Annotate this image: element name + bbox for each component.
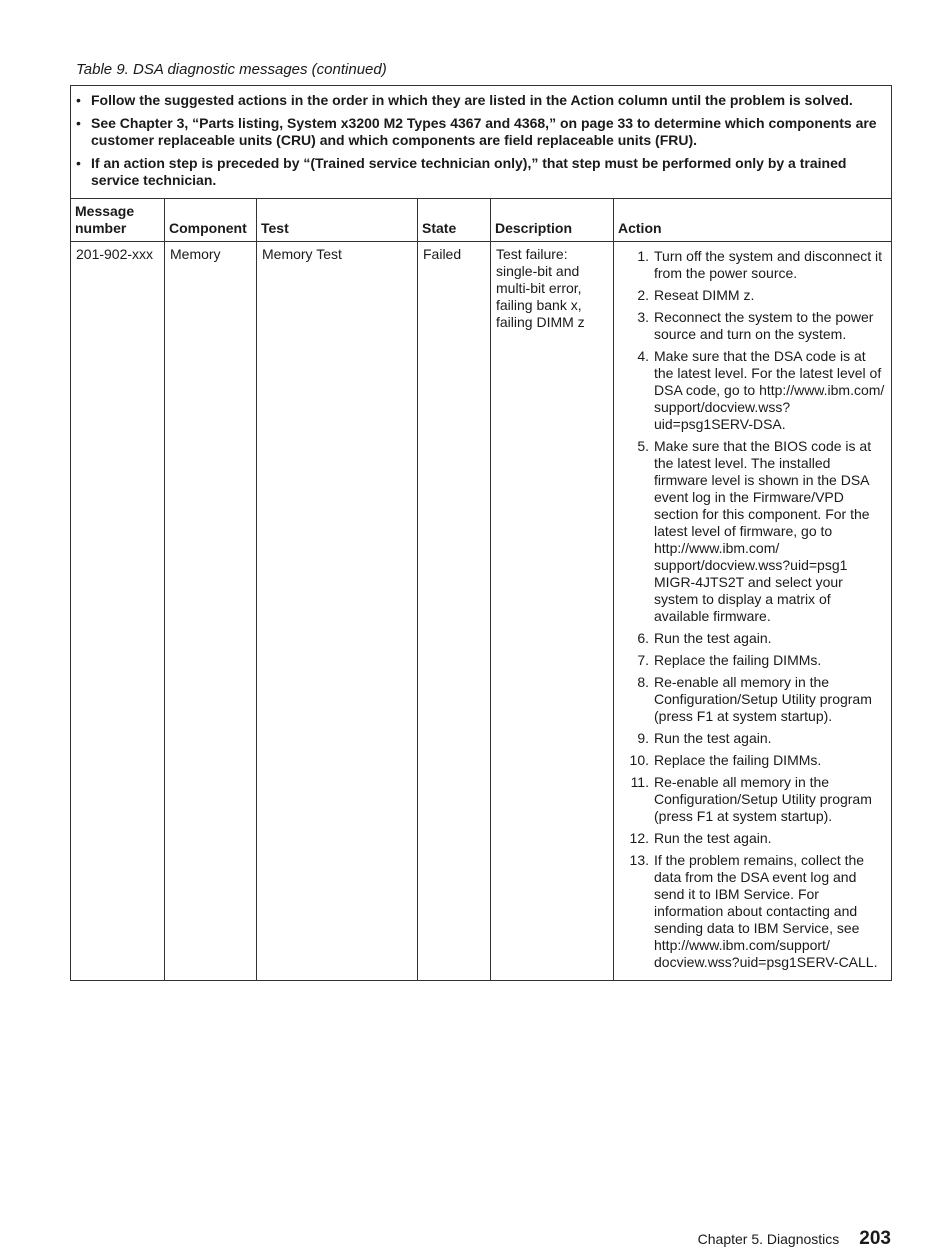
chapter-title: Chapter 5. Diagnostics xyxy=(697,1231,840,1247)
action-step-number: 6. xyxy=(637,630,649,646)
action-step-text: Replace the failing DIMMs. xyxy=(654,752,822,768)
action-step-number: 4. xyxy=(637,348,649,364)
action-step xyxy=(619,287,886,304)
action-step-number: 3. xyxy=(637,309,649,325)
action-step-text: Run the test again. xyxy=(654,830,772,846)
note-item: • See Chapter 3, “Parts listing, System x3200 M2 Types 4367 and 4368,” on page 33 to determine which components are customer replaceable units (CRU) and which components are field replaceable units (FRU). xyxy=(75,115,883,149)
action-list xyxy=(619,248,886,971)
action-step xyxy=(619,348,886,433)
notes-list xyxy=(75,92,883,189)
table-row xyxy=(71,242,892,981)
action-step-text: Run the test again. xyxy=(654,630,772,646)
action-step-text: Make sure that the DSA code is at the latest level. For the latest level of DSA code, go to http://www.ibm.com/ support/docview.wss?uid=psg1SERV-DSA. xyxy=(654,348,885,432)
action-step xyxy=(619,248,886,282)
action-step xyxy=(619,630,886,647)
column-header-action: Action xyxy=(614,199,892,242)
header-row xyxy=(71,199,892,242)
action-step xyxy=(619,438,886,625)
notes-cell xyxy=(71,86,892,199)
action-step-number: 12. xyxy=(629,830,649,846)
action-step-number: 10. xyxy=(629,752,649,768)
action-step-number: 5. xyxy=(637,438,649,454)
action-step-number: 13. xyxy=(629,852,649,868)
action-step-text: If the problem remains, collect the data from the DSA event log and send it to IBM Service. For information about contacting and sending data to IBM Service, see http://www.ibm.com/support/ docview.wss?uid=psg1SERV-CALL. xyxy=(654,852,878,970)
action-step-number: 8. xyxy=(637,674,649,690)
action-step-number: 9. xyxy=(637,730,649,746)
column-header-component: Component xyxy=(165,199,257,242)
message-number-cell: 201-902-xxx xyxy=(71,242,165,981)
action-step xyxy=(619,852,886,971)
action-step-text: Make sure that the BIOS code is at the latest level. The installed firmware level is shown in the DSA event log in the Firmware/VPD section for this component. For the latest level of firmware, go to http://www.ibm.com/ support/docview.wss?uid=psg1 MIGR-4JTS2T and select your system to display a matrix of available firmware. xyxy=(654,438,872,624)
note-item: • If an action step is preceded by “(Trained service technician only),” that step must be performed only by a trained service technician. xyxy=(75,155,883,189)
action-step-number: 2. xyxy=(637,287,649,303)
action-cell xyxy=(614,242,892,981)
table-caption: Table 9. DSA diagnostic messages (continued) xyxy=(76,61,387,78)
action-step-text: Re-enable all memory in the Configuration/Setup Utility program (press F1 at system startup). xyxy=(654,774,872,824)
column-header-message-number: Message number xyxy=(71,199,165,242)
action-step xyxy=(619,652,886,669)
column-header-description: Description xyxy=(491,199,614,242)
action-step-text: Reconnect the system to the power source and turn on the system. xyxy=(654,309,874,342)
state-cell: Failed xyxy=(418,242,491,981)
test-cell: Memory Test xyxy=(257,242,418,981)
action-step-number: 7. xyxy=(637,652,649,668)
dsa-diagnostic-table xyxy=(70,85,892,981)
action-step xyxy=(619,752,886,769)
column-header-state: State xyxy=(418,199,491,242)
action-step xyxy=(619,830,886,847)
action-step xyxy=(619,309,886,343)
action-step-number: 11. xyxy=(630,774,649,790)
action-step xyxy=(619,774,886,825)
action-step xyxy=(619,730,886,747)
action-step-text: Run the test again. xyxy=(654,730,772,746)
note-item: • Follow the suggested actions in the order in which they are listed in the Action column until the problem is solved. xyxy=(75,92,883,109)
description-cell: Test failure: single-bit and multi-bit error, failing bank x, failing DIMM z xyxy=(491,242,614,981)
action-step xyxy=(619,674,886,725)
action-step-text: Turn off the system and disconnect it from the power source. xyxy=(654,248,883,281)
action-step-text: Re-enable all memory in the Configuration/Setup Utility program (press F1 at system startup). xyxy=(654,674,872,724)
page-footer xyxy=(698,1228,891,1250)
column-header-test: Test xyxy=(257,199,418,242)
component-cell: Memory xyxy=(165,242,257,981)
action-step-text: Replace the failing DIMMs. xyxy=(654,652,822,668)
action-step-text: Reseat DIMM z. xyxy=(654,287,755,303)
page-number: 203 xyxy=(859,1228,891,1249)
notes-row xyxy=(71,86,892,199)
action-step-number: 1. xyxy=(637,248,649,264)
